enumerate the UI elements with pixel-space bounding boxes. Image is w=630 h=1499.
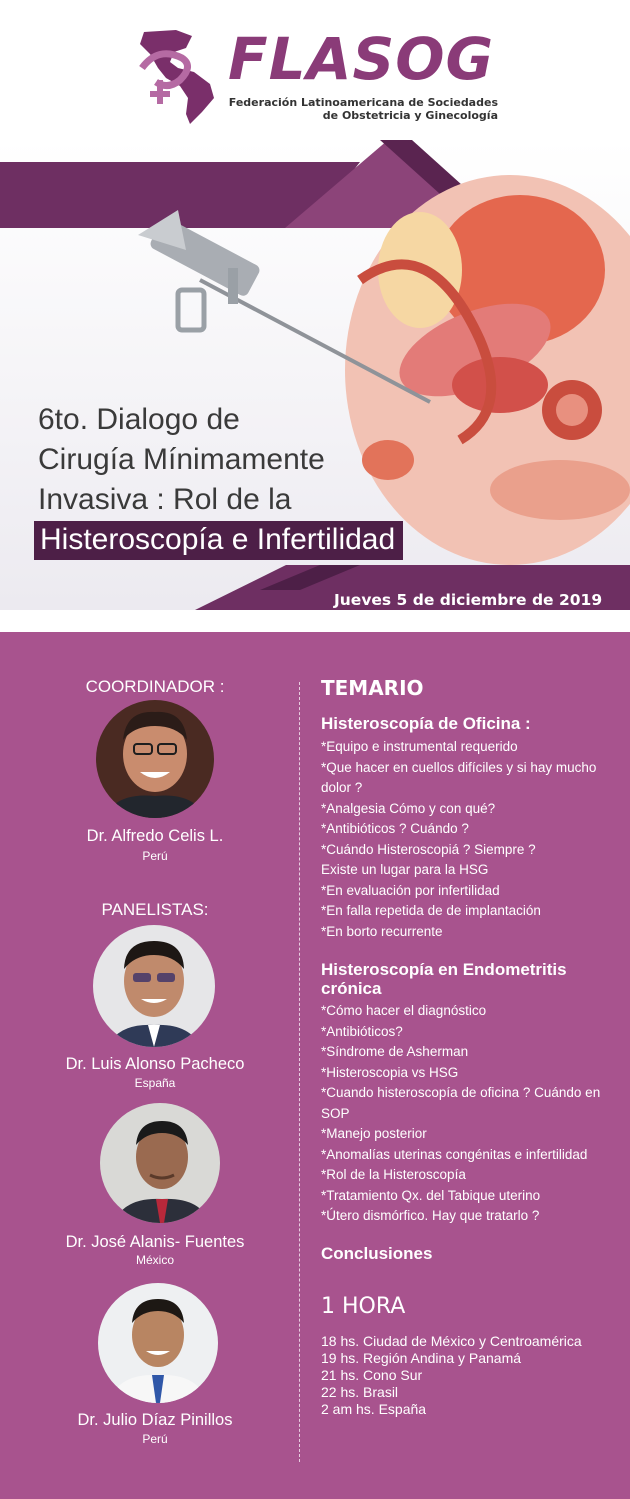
coordinator-label: COORDINADOR : (85, 677, 225, 696)
list-item: *Histeroscopia vs HSG (321, 1064, 459, 1080)
logo-subtitle-line-1: Federación Latinoamericana de Sociedades (228, 96, 498, 109)
list-item: *Que hacer en cuellos difíciles y si hay mucho dolor ? (321, 759, 597, 795)
list-item: *Antibióticos ? Cuándo ? (321, 821, 469, 836)
list-item: *Anomalías uterinas congénitas e infertilidad (321, 1146, 588, 1162)
coordinator-country: Perú (142, 849, 168, 863)
list-item: *Tratamiento Qx. del Tabique uterino (321, 1187, 541, 1203)
list-item: *En evaluación por infertilidad (321, 882, 500, 898)
title-line-1: 6to. Dialogo de (38, 403, 240, 436)
list-item: *En borto recurrente (321, 923, 443, 939)
section-title-oficina: Histeroscopía de Oficina : (321, 714, 531, 733)
list-item: *Síndrome de Asherman (321, 1044, 469, 1059)
schedule-line: 18 hs. Ciudad de México y Centroamérica (321, 1333, 582, 1349)
section-title-endometritis: Histeroscopía en Endometritis crónica (321, 960, 567, 998)
duration-heading: 1 HORA (321, 1294, 406, 1319)
list-item: *Antibióticos? (321, 1023, 403, 1039)
list-item: *Equipo e instrumental requerido (321, 739, 518, 754)
list-item: *Cómo hacer el diagnóstico (321, 1003, 487, 1018)
panelist-country-1: España (134, 1076, 176, 1090)
logo-subtitle-line-2: de Obstetricia y Ginecología (322, 109, 498, 122)
list-item: *Cuándo Histeroscopiá ? Siempre ? (321, 841, 536, 857)
section-items-oficina (321, 737, 606, 942)
title-line-2: Cirugía Mínimamente (38, 443, 325, 476)
panelist-photo-2 (100, 1103, 220, 1223)
temario-heading: TEMARIO (321, 676, 424, 700)
coordinator-photo (96, 700, 214, 818)
americas-map-icon (136, 28, 232, 126)
title-highlight: Histeroscopía e Infertilidad (34, 521, 403, 560)
panelists-label: PANELISTAS: (101, 900, 209, 919)
schedule-line: 19 hs. Región Andina y Panamá (321, 1350, 522, 1366)
event-date: Jueves 5 de diciembre de 2019 (334, 591, 603, 609)
list-item: Existe un lugar para la HSG (321, 862, 489, 877)
schedule-line: 21 hs. Cono Sur (321, 1367, 423, 1383)
panelist-country-2: México (135, 1253, 174, 1267)
section-items-endometritis (321, 1001, 606, 1227)
list-item: *Manejo posterior (321, 1126, 427, 1141)
coordinator-name: Dr. Alfredo Celis L. (86, 827, 224, 845)
flasog-logo (136, 25, 498, 128)
conclusions-heading: Conclusiones (321, 1244, 433, 1263)
panelist-name-1: Dr. Luis Alonso Pacheco (65, 1055, 245, 1073)
schedule-line: 22 hs. Brasil (321, 1384, 399, 1400)
panelist-name-3: Dr. Julio Díaz Pinillos (77, 1411, 233, 1429)
panelist-photo-3 (98, 1283, 218, 1403)
list-item: *En falla repetida de de implantación (321, 903, 541, 918)
title-line-3: Invasiva : Rol de la (38, 483, 292, 516)
schedule-list (321, 1333, 611, 1418)
list-item: *Analgesia Cómo y con qué? (321, 800, 496, 816)
logo-subtitle (228, 96, 498, 122)
list-item: *Cuando histeroscopía de oficina ? Cuándo en SOP (321, 1085, 601, 1121)
panelist-photo-1 (93, 925, 215, 1047)
panelist-country-3: Perú (142, 1432, 168, 1446)
list-item: *Rol de la Histeroscopía (321, 1167, 466, 1182)
list-item: *Útero dismórfico. Hay que tratarlo ? (321, 1208, 540, 1223)
logo-wordmark: FLASOG (228, 25, 495, 93)
panelist-name-2: Dr. José Alanis- Fuentes (65, 1233, 245, 1251)
schedule-line: 2 am hs. España (321, 1401, 427, 1417)
